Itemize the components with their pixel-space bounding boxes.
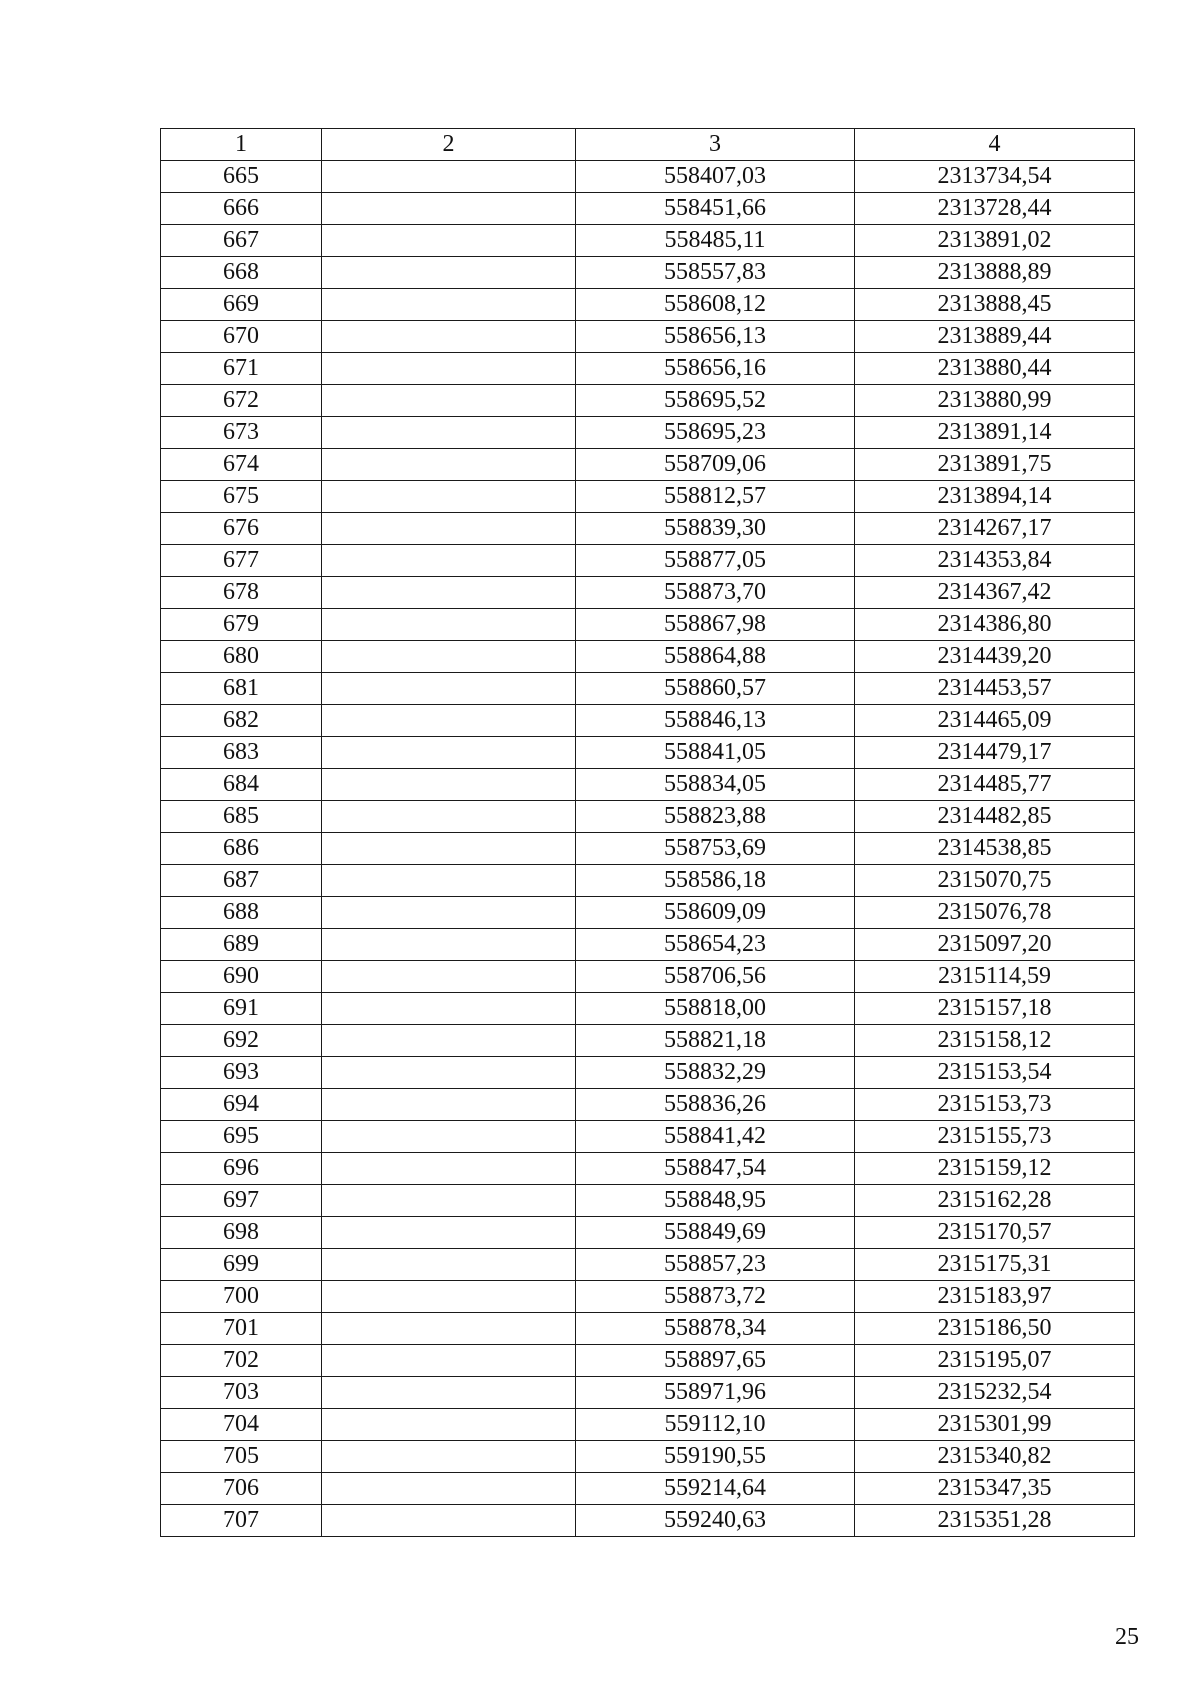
table-cell-col-1: 690 — [161, 961, 322, 993]
table-row — [161, 737, 1135, 769]
table-cell-col-4: 2313894,14 — [855, 481, 1135, 513]
table-cell-col-3: 558812,57 — [576, 481, 855, 513]
table-cell-col-2 — [322, 225, 576, 257]
table-cell-col-4: 2314482,85 — [855, 801, 1135, 833]
table-cell-col-4: 2315301,99 — [855, 1409, 1135, 1441]
table-cell-col-2 — [322, 417, 576, 449]
table-cell-col-3: 559190,55 — [576, 1441, 855, 1473]
table-row — [161, 705, 1135, 737]
table-cell-col-3: 558877,05 — [576, 545, 855, 577]
table-cell-col-4: 2315153,73 — [855, 1089, 1135, 1121]
table-cell-col-3: 558823,88 — [576, 801, 855, 833]
table-cell-col-2 — [322, 897, 576, 929]
column-header-2: 2 — [322, 129, 576, 161]
table-cell-col-4: 2313880,44 — [855, 353, 1135, 385]
table-cell-col-1: 679 — [161, 609, 322, 641]
table-cell-col-1: 693 — [161, 1057, 322, 1089]
table-cell-col-1: 676 — [161, 513, 322, 545]
table-row — [161, 1249, 1135, 1281]
table-cell-col-3: 558818,00 — [576, 993, 855, 1025]
table-cell-col-3: 558848,95 — [576, 1185, 855, 1217]
table-cell-col-3: 558897,65 — [576, 1345, 855, 1377]
table-cell-col-1: 669 — [161, 289, 322, 321]
table-cell-col-3: 558873,70 — [576, 577, 855, 609]
table-row — [161, 1121, 1135, 1153]
table-row — [161, 577, 1135, 609]
table-cell-col-2 — [322, 1185, 576, 1217]
table-cell-col-2 — [322, 705, 576, 737]
table-cell-col-4: 2314538,85 — [855, 833, 1135, 865]
table-row — [161, 609, 1135, 641]
table-cell-col-4: 2315183,97 — [855, 1281, 1135, 1313]
table-cell-col-4: 2315351,28 — [855, 1505, 1135, 1537]
table-cell-col-1: 671 — [161, 353, 322, 385]
table-cell-col-1: 689 — [161, 929, 322, 961]
table-cell-col-1: 707 — [161, 1505, 322, 1537]
table-cell-col-2 — [322, 1153, 576, 1185]
table-cell-col-4: 2315186,50 — [855, 1313, 1135, 1345]
table-cell-col-2 — [322, 737, 576, 769]
table-cell-col-4: 2313734,54 — [855, 161, 1135, 193]
table-cell-col-2 — [322, 481, 576, 513]
table-row — [161, 929, 1135, 961]
table-cell-col-3: 558557,83 — [576, 257, 855, 289]
table-cell-col-3: 558753,69 — [576, 833, 855, 865]
table-cell-col-4: 2315153,54 — [855, 1057, 1135, 1089]
page-number: 25 — [1115, 1624, 1139, 1650]
table-row — [161, 1441, 1135, 1473]
table-cell-col-3: 558841,42 — [576, 1121, 855, 1153]
table-cell-col-1: 673 — [161, 417, 322, 449]
table-cell-col-1: 674 — [161, 449, 322, 481]
table-row — [161, 289, 1135, 321]
table-cell-col-3: 558836,26 — [576, 1089, 855, 1121]
table-cell-col-4: 2315232,54 — [855, 1377, 1135, 1409]
table-row — [161, 897, 1135, 929]
table-cell-col-1: 686 — [161, 833, 322, 865]
table-cell-col-4: 2313889,44 — [855, 321, 1135, 353]
table-cell-col-1: 678 — [161, 577, 322, 609]
table-cell-col-1: 704 — [161, 1409, 322, 1441]
table-row — [161, 1473, 1135, 1505]
table-cell-col-3: 558654,23 — [576, 929, 855, 961]
table-row — [161, 641, 1135, 673]
table-cell-col-3: 558878,34 — [576, 1313, 855, 1345]
table-row — [161, 353, 1135, 385]
table-row — [161, 545, 1135, 577]
table-cell-col-1: 687 — [161, 865, 322, 897]
table-cell-col-2 — [322, 449, 576, 481]
table-cell-col-2 — [322, 289, 576, 321]
table-cell-col-2 — [322, 1345, 576, 1377]
table-cell-col-1: 706 — [161, 1473, 322, 1505]
table-cell-col-1: 668 — [161, 257, 322, 289]
table-cell-col-3: 558846,13 — [576, 705, 855, 737]
table-header — [161, 129, 1135, 161]
table-cell-col-3: 558608,12 — [576, 289, 855, 321]
table-cell-col-3: 558847,54 — [576, 1153, 855, 1185]
table-cell-col-1: 699 — [161, 1249, 322, 1281]
table-cell-col-2 — [322, 257, 576, 289]
table-cell-col-3: 558839,30 — [576, 513, 855, 545]
table-cell-col-4: 2314439,20 — [855, 641, 1135, 673]
table-cell-col-4: 2313880,99 — [855, 385, 1135, 417]
table-cell-col-2 — [322, 929, 576, 961]
table-cell-col-2 — [322, 609, 576, 641]
table-cell-col-1: 701 — [161, 1313, 322, 1345]
table-cell-col-3: 558485,11 — [576, 225, 855, 257]
table-cell-col-4: 2314479,17 — [855, 737, 1135, 769]
table-cell-col-4: 2314453,57 — [855, 673, 1135, 705]
table-cell-col-3: 558709,06 — [576, 449, 855, 481]
table-cell-col-1: 698 — [161, 1217, 322, 1249]
table-cell-col-4: 2314465,09 — [855, 705, 1135, 737]
table-cell-col-2 — [322, 961, 576, 993]
table-cell-col-2 — [322, 1505, 576, 1537]
table-cell-col-2 — [322, 545, 576, 577]
column-header-4: 4 — [855, 129, 1135, 161]
table-row — [161, 225, 1135, 257]
table-cell-col-3: 558695,52 — [576, 385, 855, 417]
table-cell-col-2 — [322, 1473, 576, 1505]
table-row — [161, 417, 1135, 449]
table-cell-col-4: 2315159,12 — [855, 1153, 1135, 1185]
table-cell-col-4: 2315170,57 — [855, 1217, 1135, 1249]
table-row — [161, 1217, 1135, 1249]
table-cell-col-2 — [322, 769, 576, 801]
table-row — [161, 1409, 1135, 1441]
table-row — [161, 1025, 1135, 1057]
table-cell-col-2 — [322, 353, 576, 385]
table-cell-col-3: 558451,66 — [576, 193, 855, 225]
table-cell-col-4: 2313728,44 — [855, 193, 1135, 225]
table-cell-col-2 — [322, 1313, 576, 1345]
table-cell-col-2 — [322, 1057, 576, 1089]
table-cell-col-3: 559112,10 — [576, 1409, 855, 1441]
table-row — [161, 1505, 1135, 1537]
table-cell-col-2 — [322, 641, 576, 673]
table-cell-col-3: 558834,05 — [576, 769, 855, 801]
table-cell-col-4: 2313891,75 — [855, 449, 1135, 481]
table-cell-col-2 — [322, 1217, 576, 1249]
table-cell-col-2 — [322, 1281, 576, 1313]
table-cell-col-3: 558971,96 — [576, 1377, 855, 1409]
table-cell-col-2 — [322, 513, 576, 545]
column-header-3: 3 — [576, 129, 855, 161]
table-cell-col-1: 683 — [161, 737, 322, 769]
table-cell-col-1: 667 — [161, 225, 322, 257]
table-cell-col-1: 665 — [161, 161, 322, 193]
table-row — [161, 1377, 1135, 1409]
table-cell-col-2 — [322, 385, 576, 417]
table-cell-col-3: 558857,23 — [576, 1249, 855, 1281]
table-row — [161, 161, 1135, 193]
table-cell-col-2 — [322, 833, 576, 865]
coordinates-table — [160, 128, 1135, 1537]
table-row — [161, 513, 1135, 545]
table-cell-col-1: 688 — [161, 897, 322, 929]
table-row — [161, 833, 1135, 865]
table-cell-col-3: 559214,64 — [576, 1473, 855, 1505]
table-cell-col-4: 2313891,14 — [855, 417, 1135, 449]
table-cell-col-4: 2315070,75 — [855, 865, 1135, 897]
table-cell-col-3: 559240,63 — [576, 1505, 855, 1537]
table-row — [161, 1057, 1135, 1089]
table-row — [161, 673, 1135, 705]
table-cell-col-3: 558873,72 — [576, 1281, 855, 1313]
table-cell-col-2 — [322, 865, 576, 897]
table-cell-col-1: 675 — [161, 481, 322, 513]
table-cell-col-1: 694 — [161, 1089, 322, 1121]
table-cell-col-4: 2314386,80 — [855, 609, 1135, 641]
table-cell-col-2 — [322, 1089, 576, 1121]
header-row — [161, 129, 1135, 161]
table-cell-col-2 — [322, 993, 576, 1025]
table-row — [161, 769, 1135, 801]
table-cell-col-1: 672 — [161, 385, 322, 417]
table-cell-col-2 — [322, 1025, 576, 1057]
table-cell-col-3: 558867,98 — [576, 609, 855, 641]
table-cell-col-2 — [322, 321, 576, 353]
table-cell-col-3: 558706,56 — [576, 961, 855, 993]
table-cell-col-2 — [322, 673, 576, 705]
table-cell-col-2 — [322, 1121, 576, 1153]
table-cell-col-4: 2315114,59 — [855, 961, 1135, 993]
table-cell-col-2 — [322, 1377, 576, 1409]
table-cell-col-4: 2315076,78 — [855, 897, 1135, 929]
table-row — [161, 1185, 1135, 1217]
table-cell-col-1: 695 — [161, 1121, 322, 1153]
table-cell-col-1: 697 — [161, 1185, 322, 1217]
table-cell-col-2 — [322, 161, 576, 193]
table-cell-col-4: 2314267,17 — [855, 513, 1135, 545]
table-cell-col-1: 705 — [161, 1441, 322, 1473]
table-cell-col-1: 680 — [161, 641, 322, 673]
table-cell-col-2 — [322, 1249, 576, 1281]
table-cell-col-4: 2315157,18 — [855, 993, 1135, 1025]
table-row — [161, 993, 1135, 1025]
table-cell-col-1: 703 — [161, 1377, 322, 1409]
table-row — [161, 449, 1135, 481]
table-row — [161, 1345, 1135, 1377]
table-cell-col-1: 682 — [161, 705, 322, 737]
table-cell-col-1: 691 — [161, 993, 322, 1025]
table-cell-col-1: 700 — [161, 1281, 322, 1313]
table-cell-col-4: 2315162,28 — [855, 1185, 1135, 1217]
table-row — [161, 865, 1135, 897]
table-row — [161, 1313, 1135, 1345]
table-cell-col-1: 692 — [161, 1025, 322, 1057]
table-cell-col-2 — [322, 1441, 576, 1473]
table-cell-col-3: 558841,05 — [576, 737, 855, 769]
table-cell-col-4: 2315340,82 — [855, 1441, 1135, 1473]
table-cell-col-1: 681 — [161, 673, 322, 705]
table-row — [161, 961, 1135, 993]
table-cell-col-3: 558832,29 — [576, 1057, 855, 1089]
table-cell-col-3: 558586,18 — [576, 865, 855, 897]
table-cell-col-4: 2314367,42 — [855, 577, 1135, 609]
table-cell-col-1: 666 — [161, 193, 322, 225]
table-row — [161, 193, 1135, 225]
table-row — [161, 1089, 1135, 1121]
table-cell-col-4: 2315155,73 — [855, 1121, 1135, 1153]
table-cell-col-4: 2315097,20 — [855, 929, 1135, 961]
table-cell-col-4: 2314485,77 — [855, 769, 1135, 801]
table-cell-col-1: 670 — [161, 321, 322, 353]
table-body — [161, 161, 1135, 1537]
table-cell-col-1: 685 — [161, 801, 322, 833]
table-row — [161, 1153, 1135, 1185]
table-cell-col-3: 558407,03 — [576, 161, 855, 193]
table-cell-col-3: 558609,09 — [576, 897, 855, 929]
table-cell-col-3: 558656,13 — [576, 321, 855, 353]
table-cell-col-3: 558864,88 — [576, 641, 855, 673]
table-cell-col-3: 558860,57 — [576, 673, 855, 705]
table-cell-col-3: 558849,69 — [576, 1217, 855, 1249]
table-row — [161, 385, 1135, 417]
table-cell-col-2 — [322, 193, 576, 225]
table-cell-col-3: 558656,16 — [576, 353, 855, 385]
table-row — [161, 481, 1135, 513]
table-cell-col-4: 2313888,89 — [855, 257, 1135, 289]
column-header-1: 1 — [161, 129, 322, 161]
table-cell-col-2 — [322, 801, 576, 833]
table-cell-col-1: 677 — [161, 545, 322, 577]
table-cell-col-4: 2314353,84 — [855, 545, 1135, 577]
table-cell-col-1: 702 — [161, 1345, 322, 1377]
table-cell-col-3: 558821,18 — [576, 1025, 855, 1057]
table-cell-col-1: 684 — [161, 769, 322, 801]
table-row — [161, 1281, 1135, 1313]
table-cell-col-4: 2313891,02 — [855, 225, 1135, 257]
table-cell-col-2 — [322, 577, 576, 609]
table-cell-col-4: 2315158,12 — [855, 1025, 1135, 1057]
table-cell-col-4: 2313888,45 — [855, 289, 1135, 321]
table-cell-col-4: 2315175,31 — [855, 1249, 1135, 1281]
table-cell-col-2 — [322, 1409, 576, 1441]
table-cell-col-3: 558695,23 — [576, 417, 855, 449]
table-row — [161, 257, 1135, 289]
table-row — [161, 321, 1135, 353]
table-cell-col-1: 696 — [161, 1153, 322, 1185]
table-cell-col-4: 2315347,35 — [855, 1473, 1135, 1505]
table-row — [161, 801, 1135, 833]
table-cell-col-4: 2315195,07 — [855, 1345, 1135, 1377]
